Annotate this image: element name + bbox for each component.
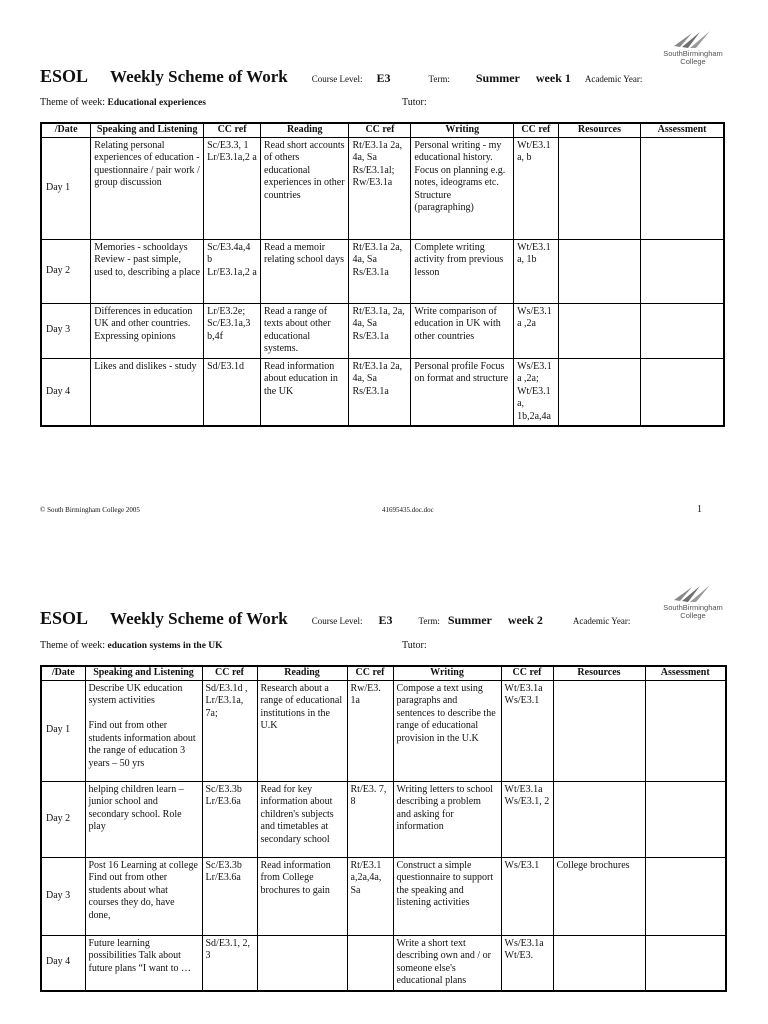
speaking-cell: Future learning possibilities Talk about future plans “I want to … <box>85 935 202 991</box>
theme-value: Educational experiences <box>107 98 206 108</box>
col-header-cc-ref: CC ref <box>204 123 261 137</box>
col-header-speaking: Speaking and Listening <box>85 666 202 680</box>
day-cell: Day 2 <box>41 781 85 857</box>
reading-cell: Read information about education in the UK <box>261 358 349 426</box>
writing-cell: Personal profile Focus on format and structure <box>411 358 514 426</box>
col-header-reading: Reading <box>261 123 349 137</box>
cc-ref-cell: Ws/E3.1a ,2a <box>514 303 559 358</box>
scheme-table-week-2 <box>40 665 727 992</box>
college-logo-icon <box>670 30 716 50</box>
term-label: Term: <box>428 74 450 84</box>
course-level-label: Course Level: <box>311 616 363 626</box>
table-row <box>41 781 726 857</box>
table-row <box>41 239 724 303</box>
speaking-cell: Post 16 Learning at college Find out from other students about what courses they do, have done, <box>85 857 202 935</box>
theme-value: education systems in the UK <box>107 641 223 651</box>
cc-ref-cell: Rt/E3. 7, 8 <box>347 781 393 857</box>
resources-cell <box>558 303 640 358</box>
table-header-row <box>41 666 726 680</box>
cc-ref-cell: Rt/E3.1a 2a, 4a, Sa Rs/E3.1a <box>349 239 411 303</box>
term-value: Summer <box>475 71 520 85</box>
logo-line-1: SouthBirmingham <box>663 603 723 612</box>
cc-ref-cell: Rt/E3.1a 2a, 4a, Sa Rs/E3.1a <box>349 358 411 426</box>
cc-ref-cell: Ws/E3.1a ,2a; Wt/E3.1a, 1b,2a,4a <box>514 358 559 426</box>
speaking-cell: Likes and dislikes - study <box>91 358 204 426</box>
scheme-table-week-1 <box>40 122 725 427</box>
cc-ref-cell: Sd/E3.1d , Lr/E3.1a, 7a; <box>202 680 257 781</box>
speaking-cell: Differences in education UK and other countries. Expressing opinions <box>91 303 204 358</box>
assessment-cell <box>641 303 724 358</box>
esol-title: ESOL <box>40 66 89 86</box>
course-level-label: Course Level: <box>311 74 363 84</box>
assessment-cell <box>645 781 726 857</box>
day-cell: Day 3 <box>41 303 91 358</box>
theme-row <box>40 640 223 651</box>
day-cell: Day 2 <box>41 239 91 303</box>
col-header-resources: Resources <box>558 123 640 137</box>
col-header-cc-ref: CC ref <box>349 123 411 137</box>
assessment-cell <box>645 680 726 781</box>
cc-ref-cell: Wt/E3.1a Ws/E3.1, 2 <box>501 781 553 857</box>
resources-cell <box>558 358 640 426</box>
reading-cell: Read short accounts of others educational experiences in other countries <box>261 137 349 239</box>
writing-cell: Compose a text using paragraphs and sentences to describe the range of educational provision in the U.K <box>393 680 501 781</box>
table-row <box>41 303 724 358</box>
cc-ref-cell: Ws/E3.1a Wt/E3. <box>501 935 553 991</box>
table-row <box>41 358 724 426</box>
col-header-date: /Date <box>41 123 91 137</box>
tutor-label: Tutor: <box>402 97 427 108</box>
resources-cell <box>558 239 640 303</box>
resources-cell <box>553 935 645 991</box>
cc-ref-cell: Sd/E3.1, 2, 3 <box>202 935 257 991</box>
col-header-assessment: Assessment <box>641 123 724 137</box>
tutor-label: Tutor: <box>402 640 427 651</box>
college-logo <box>648 30 738 66</box>
table-row <box>41 857 726 935</box>
writing-cell: Construct a simple questionnaire to support the speaking and listening activities <box>393 857 501 935</box>
course-level-value: E3 <box>376 71 391 85</box>
cc-ref-cell: Rt/E3.1a, 2a, 4a, Sa Rs/E3.1a <box>349 303 411 358</box>
logo-line-2: College <box>680 611 706 620</box>
logo-line-2: College <box>680 57 706 66</box>
speaking-cell: Memories - schooldays Review - past simple, used to, describing a place <box>91 239 204 303</box>
theme-label: Theme of week: <box>40 97 105 108</box>
day-cell: Day 4 <box>41 935 85 991</box>
resources-cell: College brochures <box>553 857 645 935</box>
cc-ref-cell: Wt/E3.1a, 1b <box>514 239 559 303</box>
col-header-writing: Writing <box>411 123 514 137</box>
table-row <box>41 935 726 991</box>
cc-ref-cell: Lr/E3.2e; Sc/E3.1a,3 b,4f <box>204 303 261 358</box>
writing-cell: Complete writing activity from previous lesson <box>411 239 514 303</box>
cc-ref-cell: Ws/E3.1 <box>501 857 553 935</box>
scheme-title: Weekly Scheme of Work <box>110 609 288 628</box>
assessment-cell <box>641 358 724 426</box>
col-header-writing: Writing <box>393 666 501 680</box>
reading-cell: Read for key information about children's subjects and timetables at secondary school <box>257 781 347 857</box>
logo-line-1: SouthBirmingham <box>663 49 723 58</box>
resources-cell <box>553 781 645 857</box>
writing-cell: Write a short text describing own and / or someone else's educational plans <box>393 935 501 991</box>
assessment-cell <box>645 935 726 991</box>
academic-year-label: Academic Year: <box>572 616 631 626</box>
assessment-cell <box>641 137 724 239</box>
reading-cell: Read a range of texts about other educational systems. <box>261 303 349 358</box>
table-row <box>41 137 724 239</box>
col-header-cc-ref: CC ref <box>514 123 559 137</box>
esol-title: ESOL <box>40 608 89 628</box>
week-value: week 2 <box>507 613 543 627</box>
cc-ref-cell: Sc/E3.3, 1 Lr/E3.1a,2 a <box>204 137 261 239</box>
col-header-cc-ref: CC ref <box>501 666 553 680</box>
cc-ref-cell: Sc/E3.4a,4 b Lr/E3.1a,2 a <box>204 239 261 303</box>
writing-cell: Write comparison of education in UK with other countries <box>411 303 514 358</box>
cc-ref-cell: Rw/E3. 1a <box>347 680 393 781</box>
footer-copyright: © South Birmingham College 2005 <box>40 506 140 514</box>
scheme-title: Weekly Scheme of Work <box>110 67 288 86</box>
page-2 <box>0 560 768 1024</box>
writing-cell: Personal writing - my educational history. Focus on planning e.g. notes, ideograms etc. Structure (paragraphing) <box>411 137 514 239</box>
day-cell: Day 1 <box>41 137 91 239</box>
cc-ref-cell: Rt/E3.1 a,2a,4a, Sa <box>347 857 393 935</box>
assessment-cell <box>641 239 724 303</box>
speaking-cell: helping children learn – junior school and secondary school. Role play <box>85 781 202 857</box>
table-row <box>41 680 726 781</box>
cc-ref-cell: Wt/E3.1a Ws/E3.1 <box>501 680 553 781</box>
col-header-cc-ref: CC ref <box>202 666 257 680</box>
cc-ref-cell: Sd/E3.1d <box>204 358 261 426</box>
college-logo <box>648 584 738 620</box>
theme-row <box>40 97 206 108</box>
header-line <box>40 66 642 87</box>
academic-year-label: Academic Year: <box>584 74 643 84</box>
reading-cell <box>257 935 347 991</box>
col-header-date: /Date <box>41 666 85 680</box>
week-value: week 1 <box>535 71 571 85</box>
speaking-cell: Relating personal experiences of education - questionnaire / pair work / group discussion <box>91 137 204 239</box>
day-cell: Day 1 <box>41 680 85 781</box>
resources-cell <box>558 137 640 239</box>
header-line <box>40 608 630 629</box>
cc-ref-cell: Sc/E3.3b Lr/E3.6a <box>202 781 257 857</box>
day-cell: Day 3 <box>41 857 85 935</box>
col-header-resources: Resources <box>553 666 645 680</box>
writing-cell: Writing letters to school describing a problem and asking for information <box>393 781 501 857</box>
course-level-value: E3 <box>378 613 393 627</box>
col-header-speaking: Speaking and Listening <box>91 123 204 137</box>
reading-cell: Read a memoir relating school days <box>261 239 349 303</box>
table-header-row <box>41 123 724 137</box>
col-header-reading: Reading <box>257 666 347 680</box>
college-logo-icon <box>670 584 716 604</box>
col-header-assessment: Assessment <box>645 666 726 680</box>
term-value: Summer <box>447 613 492 627</box>
day-cell: Day 4 <box>41 358 91 426</box>
col-header-cc-ref: CC ref <box>347 666 393 680</box>
cc-ref-cell: Rt/E3.1a 2a, 4a, Sa Rs/E3.1al; Rw/E3.1a <box>349 137 411 239</box>
cc-ref-cell: Sc/E3.3b Lr/E3.6a <box>202 857 257 935</box>
footer-filename: 41695435.doc.doc <box>382 506 434 514</box>
reading-cell: Read information from College brochures to gain <box>257 857 347 935</box>
cc-ref-cell: Wt/E3.1a, b <box>514 137 559 239</box>
term-label: Term: <box>418 616 440 626</box>
cc-ref-cell <box>347 935 393 991</box>
resources-cell <box>553 680 645 781</box>
theme-label: Theme of week: <box>40 640 105 651</box>
assessment-cell <box>645 857 726 935</box>
page-number: 1 <box>697 504 702 515</box>
reading-cell: Research about a range of educational institutions in the U.K <box>257 680 347 781</box>
speaking-cell: Describe UK education system activities Find out from other students information about the range of education 3 years – 50 yrs <box>85 680 202 781</box>
